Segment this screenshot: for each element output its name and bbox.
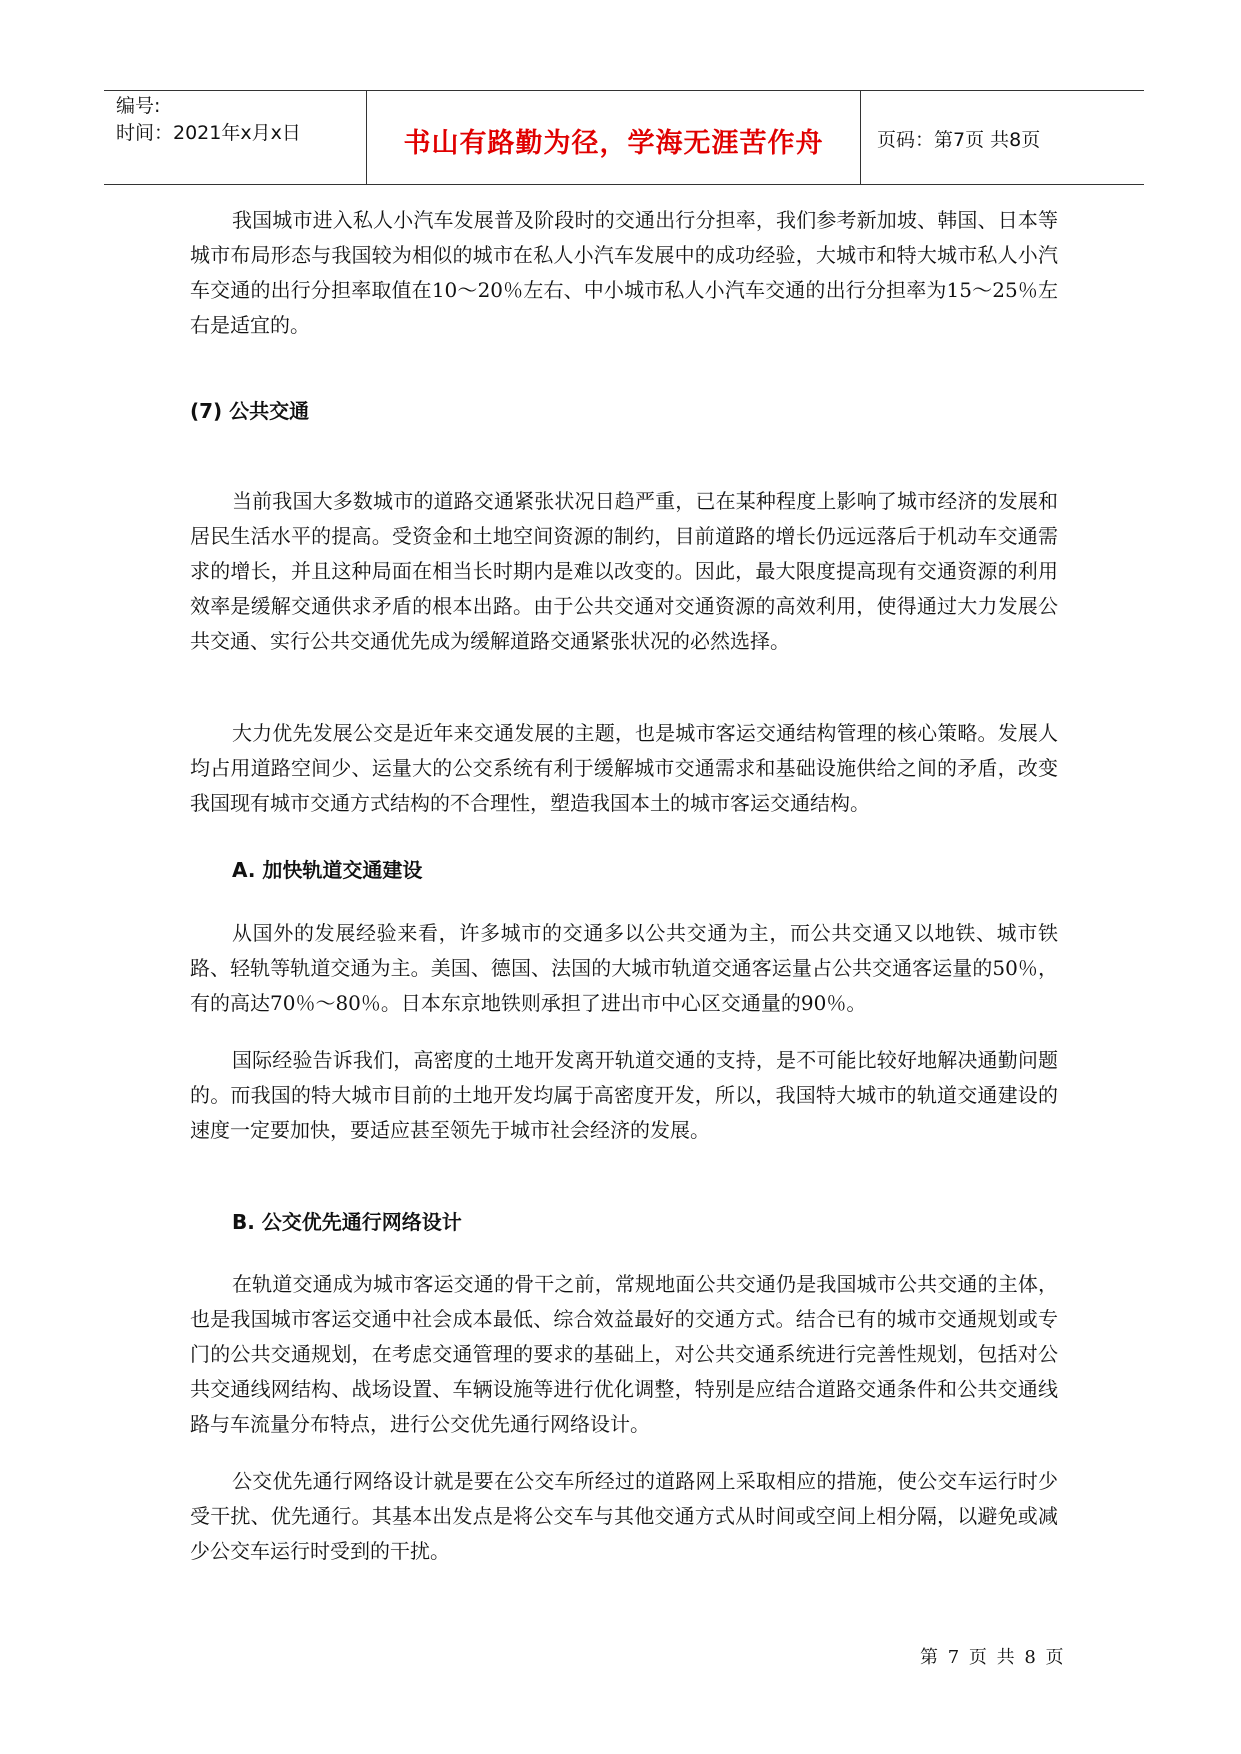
paragraph-traffic-congestion: 当前我国大多数城市的道路交通紧张状况日趋严重，已在某种程度上影响了城市经济的发展和居民生活水平的提高。受资金和土地空间资源的制约，目前道路的增长仍远远落后于机动车交通需求的增长，并且这种局面在相当长时期内是难以改变的。因此，最大限度提高现有交通资源的利用效率是缓解交通供求矛盾的根本出路。由于公共交通对交通资源的高效利用，使得通过大力发展公共交通、实行公共交通优先成为缓解道路交通紧张状况的必然选择。	[190, 489, 1058, 653]
page-footer: 第 7 页 共 8 页	[920, 1647, 1066, 1668]
paragraph-transit-priority-strategy: 大力优先发展公交是近年来交通发展的主题，也是城市客运交通结构管理的核心策略。发展人均占用道路空间少、运量大的公交系统有利于缓解城市交通需求和基础设施供给之间的矛盾，改变我国现有城市交通方式结构的不合理性，塑造我国本土的城市客运交通结构。	[190, 721, 1058, 815]
paragraph-private-car-share: 我国城市进入私人小汽车发展普及阶段时的交通出行分担率，我们参考新加坡、韩国、日本等城市布局形态与我国较为相似的城市在私人小汽车发展中的成功经验，大城市和特大城市私人小汽车交通的出行分担率取值在10～20％左右、中小城市私人小汽车交通的出行分担率为15～25％左右是适宜的。	[190, 208, 1058, 337]
header-left-cell	[104, 91, 367, 184]
paragraph-high-density-development: 国际经验告诉我们，高密度的土地开发离开轨道交通的支持，是不可能比较好地解决通勤问题的。而我国的特大城市目前的土地开发均属于高密度开发，所以，我国特大城市的轨道交通建设的速度一定要加快，要适应甚至领先于城市社会经济的发展。	[190, 1048, 1058, 1142]
paragraph-bus-priority-design: 公交优先通行网络设计就是要在公交车所经过的道路网上采取相应的措施，使公交车运行时少受干扰、优先通行。其基本出发点是将公交车与其他交通方式从时间或空间上相分隔，以避免或减少公交车运行时受到的干扰。	[190, 1469, 1058, 1563]
section-heading-public-transport: (7) 公共交通	[190, 399, 310, 423]
header-right-cell	[861, 91, 1144, 184]
page-header	[104, 90, 1144, 185]
document-number-label: 编号:	[116, 95, 161, 117]
header-page-info: 页码：第7页 共8页	[877, 129, 1041, 151]
header-motto: 书山有路勤为径，学海无涯苦作舟	[403, 128, 824, 159]
document-time-label: 时间：2021年x月x日	[116, 122, 301, 144]
paragraph-foreign-rail-experience: 从国外的发展经验来看，许多城市的交通多以公共交通为主，而公共交通又以地铁、城市铁路、轻轨等轨道交通为主。美国、德国、法国的大城市轨道交通客运量占公共交通客运量的50％，有的高达70％～80％。日本东京地铁则承担了进出市中心区交通量的90％。	[190, 921, 1058, 1015]
subsection-heading-rail-transit: A. 加快轨道交通建设	[232, 858, 423, 882]
subsection-heading-bus-priority-network: B. 公交优先通行网络设计	[232, 1210, 462, 1234]
header-middle-cell	[367, 91, 861, 184]
paragraph-ground-bus-planning: 在轨道交通成为城市客运交通的骨干之前，常规地面公共交通仍是我国城市公共交通的主体，也是我国城市客运交通中社会成本最低、综合效益最好的交通方式。结合已有的城市交通规划或专门的公共交通规划，在考虑交通管理的要求的基础上，对公共交通系统进行完善性规划，包括对公共交通线网结构、战场设置、车辆设施等进行优化调整，特别是应结合道路交通条件和公共交通线路与车流量分布特点，进行公交优先通行网络设计。	[190, 1272, 1058, 1436]
